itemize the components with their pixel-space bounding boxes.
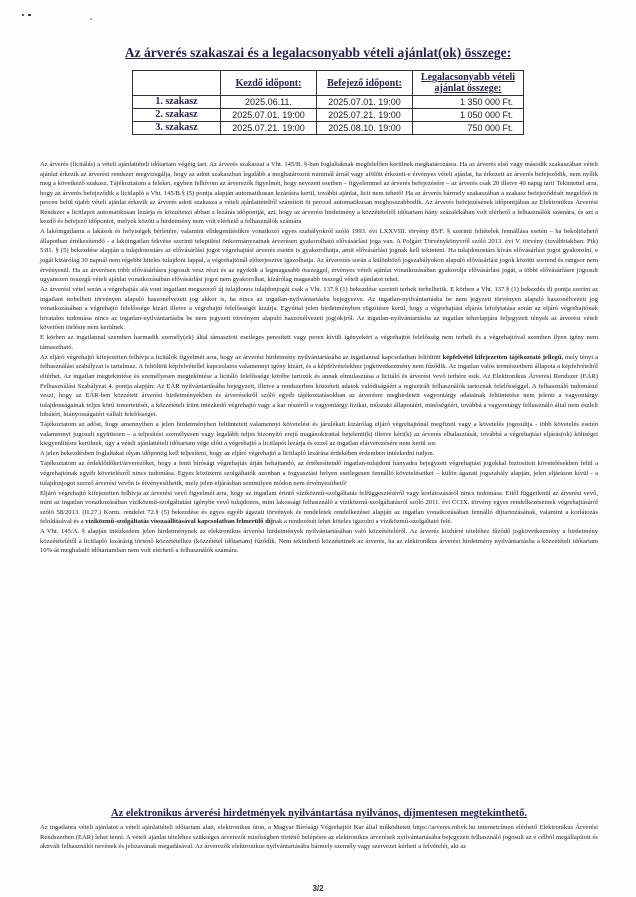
phase-start: 2025.07.01. 19:00: [221, 109, 317, 122]
bold-phrase: víziközmű-szolgáltatás visszaállításával kapcsolatban felmerülő díj: [85, 518, 273, 526]
phase-min-bid: 1 350 000 Ft.: [413, 96, 524, 109]
phase-name: 3. szakasz: [133, 122, 221, 135]
paragraph-deadline: A jelen bekezdésben foglaltakat olyan időpontig kell teljesíteni, hogy az eljáró végrehajtó a licitlapló lezárása érdekében érdemben intézkedni tudjon.: [40, 450, 435, 458]
scan-speck: [90, 18, 92, 20]
table-header-min-bid: Legalacsonyabb vételi ajánlat összege:: [413, 71, 524, 96]
table-header-end: Befejező időpont:: [317, 71, 413, 96]
paragraph-encumbrances: Az árverési vétel során a végrehajtás alá vont ingatlant megszerző új tulajdonos tulajdonjogát csak a Vht. 137.§ (1) bekezdése szerinti terhek terhelhetik. E körben a Vht. 137.§ (1) bekezdés d) pontja szerint az ingatlant terhelheti törvényen alapuló haszonélvezeti jog akkor is, ha nincs az ingatlan-nyilvántartásba bejegyezve. Az ingatlan-nyilvántartásba be nem jegyzett törvényen alapuló haszonélvezeti jog vonatkozásában a végrehajtó felelőssége kizárt illetve a végrehajtó felelősségét kizárja. Egyúttal jelen hirdetményben rögzítésre kerül, hogy a végrehajtási eljárás lefolytatása során az eljáró végrehajtónak hivatalos tudomása nincs az ingatlan-nyilvántartásba be nem jegyzett törvényen alapuló haszonélvezeti jog(ok)ról. Az ingatlan-nyilvántartásba az ingatlan teherlapjára feljegyzett tények az árverési vételt követően törlésre nem kerülnek.: [40, 286, 598, 332]
paragraph-utility-claims: Tájékoztatom az érdeklődőket/árverezőket, hogy a fenti bírósági végrehajtás útján behajtandó, az értékesítendő ingatlan-tulajdoni hányadra bejegyzett végrehajtási jogokkal biztosított követelésekben felül a végrehajtónak egyéb követelésről nincs tudomása. Egyes közüzemi szolgáltatók azonban a fogyasztási helyen esetlegesen fennálló követeléseiket – külön ágazati jogszabály alapján, jelen eljáráson kívül - a tulajdonjogot szerző árverési vevőn is érvényesíthetik, mely jelen eljárásban semmilyen módon nem érvényesíthető!: [40, 460, 598, 487]
registry-subtitle: Az elektronikus árverési hirdetmények nyilvántartása nyilvános, díjmentesen megtekinthető.: [111, 808, 527, 819]
scan-speck: [28, 14, 31, 16]
page-title: Az árverés szakaszai és a legalacsonyabb vételi ajánlat(ok) összege:: [124, 45, 512, 60]
body-text: [40, 160, 598, 556]
table-header-start: Kezdő időpont:: [221, 71, 317, 96]
paragraph-debtor-notice: Tájékoztatom az adóst, hogy amennyiben a jelen hirdetményben feltüntetett valamennyi követelést és járulékait kizárólag eljáró végrehajtónál megfizeti vagy a követelés jogosultja - több követelés esetén valamennyi jogosult együttesen – a teljesítést személyesen vagy legalább teljes bizonyító erejű magánokirattal bejelenti(k) illetve kéri(k) az árverés elhalasztását, továbbá a végrehajtási eljárás(ok) költségei kiegyenlítésre kerülnek, úgy a vételi ajánlattételi időtartam vége előtt a végrehajtó a licitlapót lezárja és ezzel az ingatlan elárverezésére nem kerül sor.: [40, 421, 598, 448]
phase-end: 2025.07.21. 19:00: [317, 109, 413, 122]
paragraph-auction-duration: Az árverés (licitálás) a vételi ajánlattételi időtartam végéig tart. Az árverés szakaszai a Vht. 145/B. §-ban foglaltaknak megfelelően kerülnek meghatározásra. Ha az árverés első vagy második szakaszában vételi ajánlat érkezik az árverési rendszer megvizsgálja, hogy az adott szakaszban legalább a meghatározott minimál árnál vagy afölött érkezett-e érvényes vételi ajánlat, ha érkezett az árverés befejeződik, nem nyílik meg a következő szakasz. Tájékoztatom a feleket, egyben felhívom az árverezők figyelmét, hogy nevezett esetben – figyelemmel az árverés befejezésére – az árverés csak 20 illetve 40 napig tart! Tekintettel arra, hogy az árverés befejeződik a licitlapló a Vht. 145/B.§ (5) pontja alapján automatikusan lezárásra kerül, további ajánlat, licit nem tehető! Ha az árverés bármely szakaszában a szakasz befejeződését megelőző öt percen belül újabb vételi ajánlat érkezik az árverés adott szakasza a vételi ajánlattételtől számított öt perccel automatikusan meghosszabbodik. Az árverés befejezésének időpontjában az Elektronikus Árverési Rendszer a licitlapot automatikusan lezárja és közzéteszi abban a lezárás időpontját, azt, hogy az árverési hirdetmény a közzétételtől időtartam hány százalékában volt elérhető a felhasználók számára, és azt a kezdő és befejező időpontot, melyek között a hirdetmény nem volt elérhető a felhasználók számára: [40, 161, 598, 226]
table-row: [133, 96, 524, 109]
paragraph-preemption-rights: A lakóingatlanra a lakások és helyiségek bérletére, valamint elidegenítésükre vonatkozó egyes szabályokról szóló 1993. évi LXXVIII. törvény 85/F. § szerinti feltételek fennállása esetén – ha bekoltözhető állapotban értékesítendő - a lakóingatlan fekvése szerinti települési önkormányzatnak árverésen gyakorolható elővásárlási joga van. A Polgári Törvénykönyvről szóló 2013. évi V. törvény (továbbiakban: Ptk) 5:81. § (5) bekezdése alapján a tulajdonostárs az elővásárlási jogot végrehajtási árverés esetén is gyakorolhatja, amit elővásárlási jognak kell tekinteni. Ha tulajdonostárs kíván elővásárlási jogot gyakorolni, e jogát kizárólag 30 napnál nem régebbi hiteles tulajdoni lappal, a végrehajtónál előterjesztve igazolhatja. Az árverezés során a különböző jogszabályokon alapuló elővásárlási jogok közötti sorrend és rangsor nem érvényesül. Ha az árverésen több elővásárlásra jogosult vesz részt és az egyikük a legmagasabb összeggel, érvényes vételi ajánlat vonatkozásában gyakorolja elővásárlási jogát, a többi elővásárlásre jogosult ugyanezen összegű vételi ajánlat vonatkozásában elővásárlási jogot nem gyakorolhat, kizárólag magasabb összegű vételi ajánlatot tehet.: [40, 228, 598, 284]
paragraph-publication: A Vht. 145/A. § alapján intézkedem jelen hirdetménynek az elektronikus árverési hirdetmények nyilvántartásában való közzétételéről. Az árverés közhírré tételéhez fűződő jogkövetkezmény a hirdetmény közzétételétől a licitlapló lezárásig történő közzétételhez (közzététel időtartam) fűződik. Nem tekinthető közzétettnek az árverés, ha az elektronikus árverési hirdetmény nyilvántartásba a közzétételi időtartam 10%-át meghaladó időtartamban nem volt elérhető a felhasználók számára.: [40, 528, 598, 555]
phase-min-bid: 750 000 Ft.: [413, 122, 524, 135]
table-row: [133, 109, 524, 122]
phase-min-bid: 1 050 000 Ft.: [413, 109, 524, 122]
paragraph-bidding-info: Az ingatlanra vételi ajánlatot a vételi ajánlattételi időtartam alatt, elektronikus úton, a Magyar Bírósági Végrehajtói Kar által működtetett https://arveres.mbvk.hu internetcímen elérhető Elektronikus Árverési Rendszerben (EÁR) lehet tenni. A vételi ajánlat tételéhez szükséges árverezői minőségben történő belépésre az elektronikus árverések nyilvántartásába bejegyzett felhasználó jogosult az e célból megállapított és aktivált felhasználói nevének és jelszavának megadásával. Az árverezők elektronikus nyilvántartásába bármely személy vagy szervezet kérheti a felvételét, aki az: [40, 824, 598, 851]
table-row: [133, 122, 524, 135]
phase-name: 2. szakasz: [133, 109, 221, 122]
phase-end: 2025.07.01. 19:00: [317, 96, 413, 109]
table-header-row: [133, 71, 524, 96]
phase-name: 1. szakasz: [133, 96, 221, 109]
auction-phases-table: [132, 70, 524, 135]
phase-start: 2025.06.11.: [221, 96, 317, 109]
page-number: 3/2: [312, 884, 324, 893]
bold-phrase: képfelvétel kifejezetten tájékoztató jellegű,: [442, 353, 564, 361]
phase-end: 2025.08.10. 19:00: [317, 122, 413, 135]
table-header-empty: [133, 71, 221, 96]
paragraph-water-service: Eljáró végrehajtó kifejezetten felhívja az árverési vevő figyelmét arra, hogy az ingatlant érintő víziközmű-szolgáltatás felfüggesztéséről vagy korlátozásáról nincs tudomása. Ettől függetlenül az árverési vevő, mint az ingatlan vonatkozásában víziközmű-szolgáltatást igénybe vevő tulajdonos, mint lakossági felhasználó a víziközmű-szolgáltatásról szóló 2011. évi CCIX. törvény egyes rendelkezéseinek végrehajtásáról szóló 58/2013. (II.27.) Korm. rendelet 72.§ (5) bekezdése és egyes egyéb ágazati törvények és rendeletek rendelkezései alapján az ingatlan vonatkozásában fennálló díjtartozásának, valamint a korlátozás feloldásával és a víziközmű-szolgáltatás visszaállításával kapcsolatban felmerülő díjnak a rendezését lehet köteles igazolni a víziközmű-szolgáltató felé.: [40, 489, 598, 526]
phase-start: 2025.07.21. 19:00: [221, 122, 317, 135]
paragraph-photo-disclaimer: Az eljáró végrehajtó kifejezetten felhívja a licitálók figyelmét arra, hogy az árverési hirdetmény nyilvántartásába az ingatlannal kapcsolatban feltöltött képfelvétel kifejezetten tájékoztató jellegű, mely tényt a felhasználási szabályzat is tartalmaz. A feltöltött képfelvétellel kapcsolatos valamennyi igény kizárt, és a képfelvételekhez jogkövetkezmény nem fűződik. Az ingatlan valós természetbeni állapota a képfelvételtől eltérhet. Az ingatlan megtekintése és személyesen megtekintése a licitáló felelőssége körébe tartozik és annak elmulasztása a licitáló és árverési vevő terhére esik. Az Elektronikus Árverési Rendszer (EÁR) Felhasználási Szabályzat 4. pontja alapján: Az EÁR nyilvántartásába bejegyzett, illetve a rendszerben közzétett adatok valódiságáért a regisztrált felhasználók tartoznak felelősséggel. A felhasználó tudomásul veszi, hogy az EÁR-ben közzétett árverési hirdetményekben és árverésekről szóló egyéb tájékoztatásokban az árverésre meghirdetett vagyontárgy adatainak feltüntetése nem jelenti a vagyontárgy tulajdonságainak teljes körű ismertetését, a közzétételt írünt intézkedő végrehajtó vagy a kar részéről a vagyontárgy fizikai, műszaki állapotáért, minőségéért, továbbá a vagyontárgy felhasználó által nem észlelt hibáiért, hiányosságaiért vállalt felelősséget.: [40, 353, 598, 419]
scan-speck: [22, 14, 24, 16]
paragraph-third-party-claims: E körben az ingatlannal szemben harmadik személy(ek) által támasztott esetleges peresített vagy peren kívüli igényekért a végrehajtót felelősség nem terheli és a végrehajtóval szemben ilyen igény nem támasztható.: [40, 334, 598, 351]
closing-text: [40, 823, 598, 852]
